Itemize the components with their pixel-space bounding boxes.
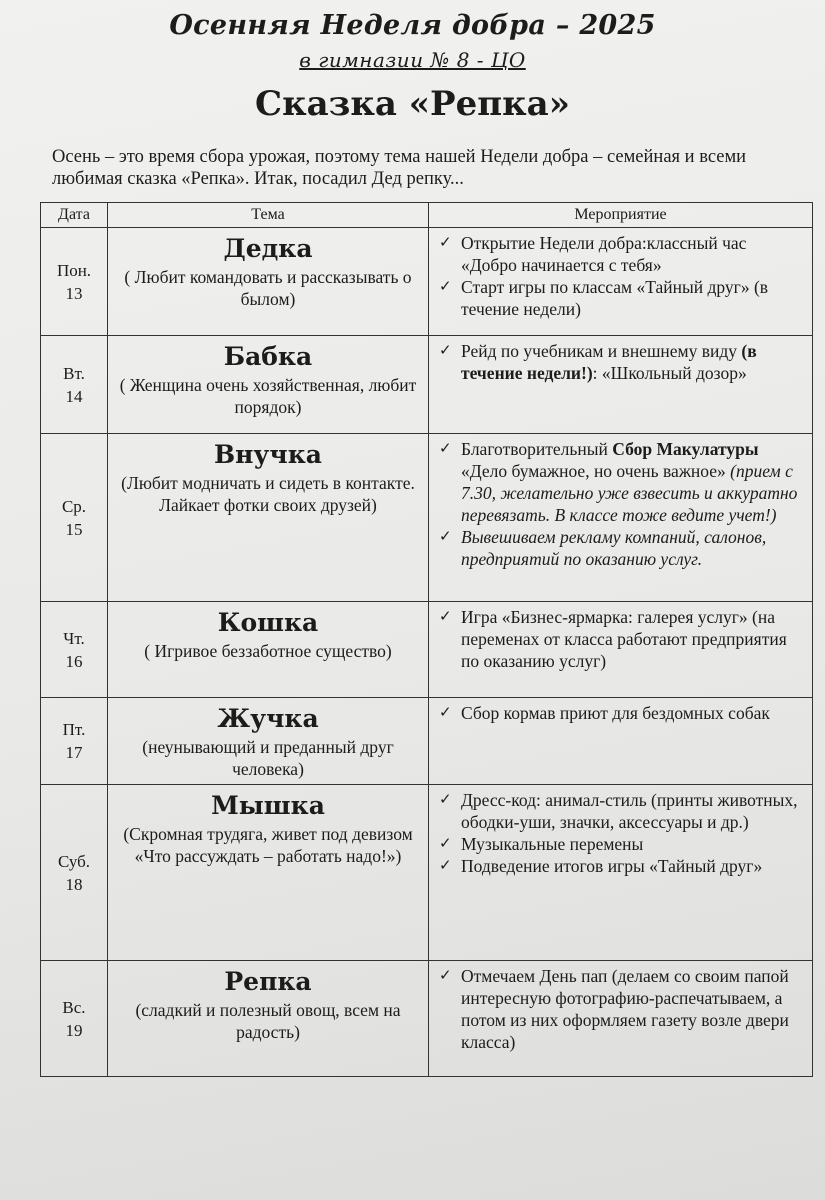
header-date: Дата bbox=[41, 203, 108, 228]
event-item bbox=[439, 833, 806, 855]
character-name: Репка bbox=[224, 967, 312, 996]
day-number: 18 bbox=[65, 874, 83, 894]
header-event: Мероприятие bbox=[429, 203, 813, 228]
date-cell bbox=[41, 434, 108, 602]
weekday: Вт. bbox=[63, 363, 85, 383]
theme-cell bbox=[108, 336, 429, 434]
school-subtitle: в гимназии № 8 - ЦО bbox=[299, 48, 526, 72]
check-mark-icon: ✓ bbox=[439, 705, 452, 721]
header-theme: Тема bbox=[108, 203, 429, 228]
check-mark-icon: ✓ bbox=[439, 609, 452, 625]
event-text bbox=[461, 438, 806, 526]
table-row bbox=[41, 434, 813, 602]
weekday: Суб. bbox=[57, 851, 91, 871]
event-text bbox=[461, 232, 806, 276]
event-text bbox=[461, 789, 806, 833]
event-text-pre: Отмечаем День пап (делаем со своим папой интересную фотографию-распечатываем, а потом из них оформляем газету возле двери класса) bbox=[461, 966, 789, 1052]
table-row bbox=[41, 228, 813, 336]
date-cell bbox=[41, 336, 108, 434]
weekday: Чт. bbox=[63, 628, 85, 648]
events-cell bbox=[429, 698, 813, 785]
check-mark-icon: ✓ bbox=[439, 441, 452, 457]
event-item bbox=[439, 276, 806, 320]
check-mark-icon: ✓ bbox=[439, 529, 452, 545]
intro-paragraph: Осень – это время сбора урожая, поэтому тема нашей Недели добра – семейная и всеми любимая сказка «Репка». Итак, посадил Дед репку... bbox=[52, 147, 747, 189]
event-text-bold: Сбор Макулатуры bbox=[612, 439, 759, 459]
event-text bbox=[461, 276, 806, 320]
check-mark-icon: ✓ bbox=[439, 279, 452, 295]
event-text-italic: (прием с 7.30, желательно уже взвесить и аккуратно перевязать. В классе тоже ведите учет!) bbox=[461, 461, 798, 525]
event-item bbox=[439, 526, 806, 570]
event-text-pre: Дресс-код: анимал-стиль (принты животных, ободки-уши, значки, аксессуары и др.) bbox=[461, 790, 798, 832]
event-item bbox=[439, 855, 806, 877]
event-text bbox=[461, 833, 643, 855]
check-mark-icon: ✓ bbox=[439, 836, 452, 852]
date-cell bbox=[41, 785, 108, 961]
event-item bbox=[439, 232, 806, 276]
event-item bbox=[439, 965, 806, 1053]
event-item bbox=[439, 789, 806, 833]
date-cell bbox=[41, 961, 108, 1077]
table-row bbox=[41, 961, 813, 1077]
character-name: Кошка bbox=[217, 608, 319, 637]
event-text-pre: Музыкальные перемены bbox=[461, 834, 644, 854]
event-text-post: : «Школьный дозор» bbox=[592, 363, 747, 383]
event-text-pre: Старт игры по классам «Тайный друг» (в течение недели) bbox=[461, 277, 769, 319]
day-number: 19 bbox=[65, 1020, 83, 1040]
event-text-italic: Вывешиваем рекламу компаний, салонов, предприятий по оказанию услуг. bbox=[461, 527, 767, 569]
weekday: Вс. bbox=[62, 997, 86, 1017]
event-text-bold: (в течение недели!) bbox=[461, 341, 757, 383]
theme-cell bbox=[108, 602, 429, 698]
check-mark-icon: ✓ bbox=[439, 792, 452, 808]
event-text-pre: Подведение итогов игры «Тайный друг» bbox=[461, 856, 763, 876]
event-text-post: «Дело бумажное, но очень важное» bbox=[461, 461, 731, 481]
events-cell bbox=[429, 434, 813, 602]
table-row bbox=[41, 785, 813, 961]
weekday: Пон. bbox=[56, 260, 92, 280]
check-mark-icon: ✓ bbox=[439, 858, 452, 874]
character-description: ( Игривое беззаботное существо) bbox=[144, 641, 392, 661]
tale-heading: Сказка «Репка» bbox=[255, 84, 570, 124]
events-cell bbox=[429, 336, 813, 434]
weekday: Ср. bbox=[61, 496, 87, 516]
event-item bbox=[439, 606, 806, 672]
events-cell bbox=[429, 785, 813, 961]
theme-cell bbox=[108, 961, 429, 1077]
table-row bbox=[41, 336, 813, 434]
character-description: (сладкий и полезный овощ, всем на радость) bbox=[135, 1000, 401, 1042]
theme-cell bbox=[108, 698, 429, 785]
events-cell bbox=[429, 602, 813, 698]
event-text bbox=[461, 855, 762, 877]
table-row bbox=[41, 602, 813, 698]
character-name: Дедка bbox=[223, 234, 313, 263]
weekday: Пт. bbox=[62, 720, 86, 739]
date-cell bbox=[41, 698, 108, 785]
date-cell bbox=[41, 228, 108, 336]
character-description: ( Женщина очень хозяйственная, любит порядок) bbox=[119, 375, 417, 417]
event-text bbox=[461, 526, 806, 570]
event-text-pre: Открытие Недели добра:классный час «Добро начинается с тебя» bbox=[461, 233, 747, 275]
theme-cell bbox=[108, 228, 429, 336]
event-text-pre: Благотворительный bbox=[461, 439, 613, 459]
theme-cell bbox=[108, 785, 429, 961]
character-description: (неунывающий и преданный друг человека) bbox=[142, 737, 394, 779]
check-mark-icon: ✓ bbox=[439, 968, 452, 984]
page-title: Осенняя Неделя добра – 2025 bbox=[169, 10, 656, 41]
check-mark-icon: ✓ bbox=[439, 343, 452, 359]
character-description: (Скромная трудяга, живет под девизом «Что рассуждать – работать надо!») bbox=[123, 824, 413, 866]
event-text bbox=[461, 340, 806, 384]
event-text bbox=[461, 965, 806, 1053]
date-cell bbox=[41, 602, 108, 698]
theme-cell bbox=[108, 434, 429, 602]
character-description: (Любит модничать и сидеть в контакте. Лайкает фотки своих друзей) bbox=[121, 473, 415, 515]
event-text bbox=[461, 702, 770, 724]
event-text bbox=[461, 606, 806, 672]
event-text-pre: Рейд по учебникам и внешнему виду bbox=[461, 341, 742, 361]
table-row bbox=[41, 698, 813, 785]
event-item bbox=[439, 438, 806, 526]
schedule-table bbox=[40, 202, 813, 1077]
event-item bbox=[439, 702, 806, 724]
event-text-pre: Игра «Бизнес-ярмарка: галерея услуг» (на переменах от класса работают предприятия по оказанию услуг) bbox=[461, 607, 787, 671]
character-description: ( Любит командовать и рассказывать о былом) bbox=[124, 267, 412, 309]
check-mark-icon: ✓ bbox=[439, 235, 452, 251]
day-number: 13 bbox=[65, 283, 83, 303]
character-name: Бабка bbox=[223, 342, 313, 371]
table-header-row bbox=[41, 203, 813, 228]
events-cell bbox=[429, 961, 813, 1077]
event-text-pre: Сбор кормав приют для бездомных собак bbox=[461, 703, 770, 723]
events-cell bbox=[429, 228, 813, 336]
day-number: 16 bbox=[65, 651, 83, 671]
character-name: Мышка bbox=[211, 791, 325, 820]
day-number: 15 bbox=[65, 519, 83, 539]
event-item bbox=[439, 340, 806, 384]
day-number: 17 bbox=[65, 743, 83, 762]
day-number: 14 bbox=[65, 386, 83, 406]
character-name: Внучка bbox=[214, 440, 322, 469]
character-name: Жучка bbox=[217, 704, 319, 733]
